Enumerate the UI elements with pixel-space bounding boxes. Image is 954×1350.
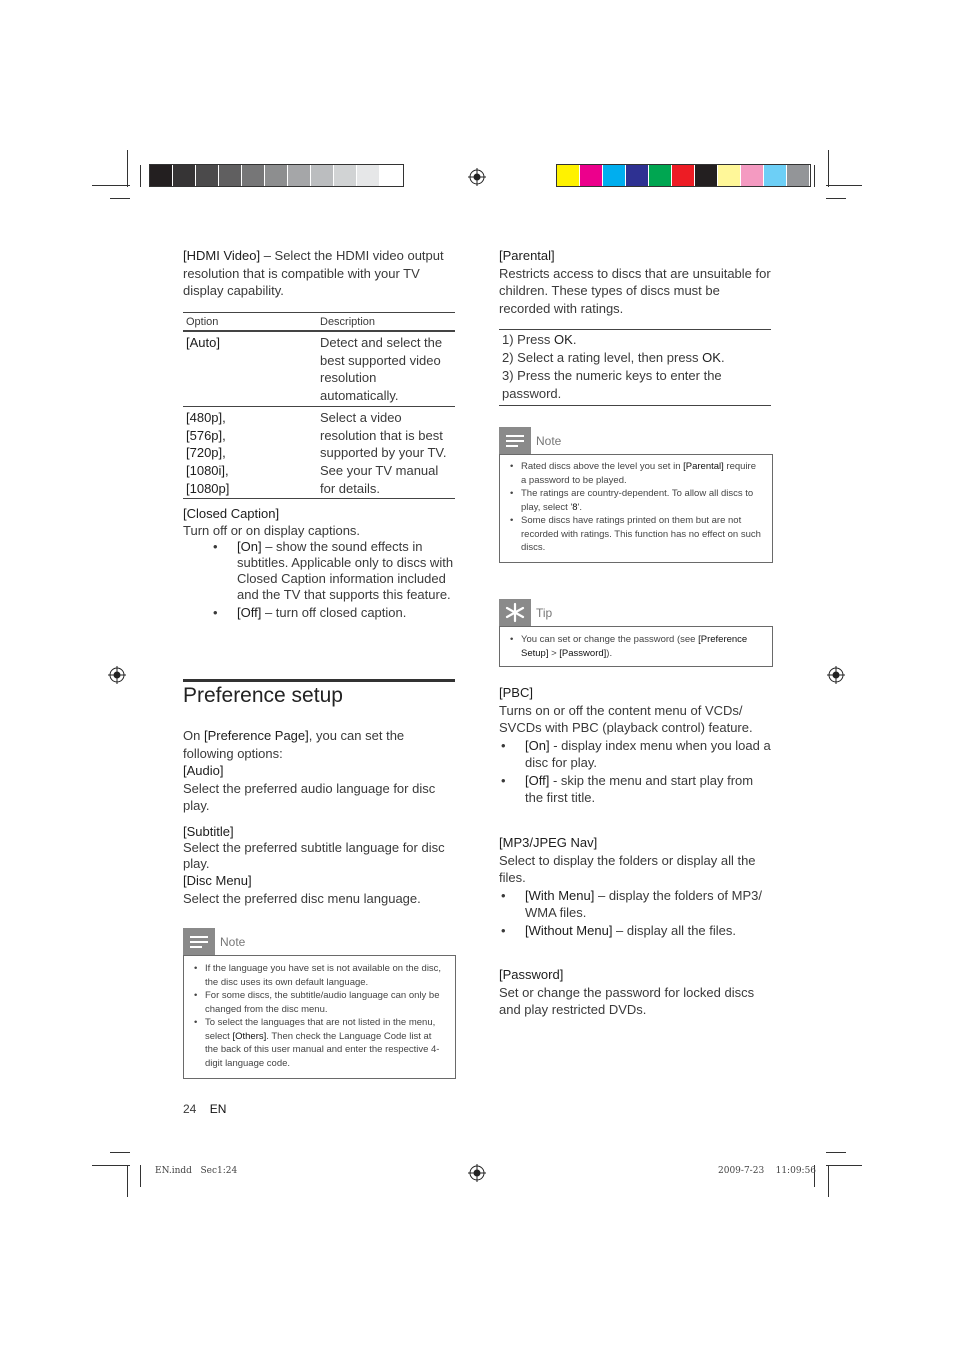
step-text: 1) Press [502,332,555,347]
note-icon [183,928,215,955]
list-item [499,887,771,922]
note-item [507,460,762,487]
step-item [502,367,771,403]
audio-title: [Audio] [183,763,224,778]
crop-mark [110,1152,130,1153]
table-cell-description: Detect and select the best supported video resolution automatically. [320,335,443,404]
color-swatch [580,165,603,186]
color-swatch [741,165,764,186]
language-code: EN [209,1102,227,1116]
option-text: - skip the menu and start play from the first title. [525,772,754,805]
print-timestamp: 2009-7-23 11:09:56 [718,1166,817,1176]
tip-icon [499,599,531,626]
note-text: The ratings are country-dependent. To allow all discs to play, select ' [521,488,754,513]
note-key: [Parental] [683,461,724,472]
section-rule [183,679,455,682]
option-text: - display index menu when you load a disc for play. [525,737,771,770]
color-swatch [196,165,219,186]
tip-text: You can set or change the password (see [521,634,699,645]
option-key: [Off] [237,605,262,620]
color-swatch [672,165,695,186]
mp3-text: Select to display the folders or display all the files. [499,852,756,885]
step-text: 3) Press the numeric keys to enter the password. [502,368,722,401]
crop-mark [826,198,846,199]
note-item [191,1016,445,1070]
color-swatch [649,165,672,186]
color-swatch [288,165,311,186]
option-key: [Off] [525,772,550,788]
pbc-text: Turns on or off the content menu of VCDs/ SVCDs with PBC (playback control) feature. [499,702,753,735]
step-text: . [720,350,725,365]
intro-text: On [183,728,204,743]
note-icon [499,427,531,454]
note-item [507,487,762,514]
file-slug: EN.indd Sec1:24 [155,1166,238,1176]
page-number: 24 [183,1102,197,1116]
color-swatch [764,165,787,186]
table-header-option: Option [186,316,219,328]
note-label: Note [536,433,562,448]
color-swatch [219,165,242,186]
option-text: – display the folders of MP3/ WMA files. [525,887,763,920]
note-box [499,454,773,563]
note-text: To select the languages that are not listed in the menu, select [205,1017,436,1042]
crop-mark [110,198,130,199]
crop-mark [828,1165,829,1197]
note-box [183,955,456,1079]
hdmi-video-text: – Select the HDMI video output resolution that is compatible with your TV display capability. [183,248,444,298]
table-cell-option: [480p], [576p], [720p], [1080i], [1080p] [186,409,230,496]
crop-mark [140,165,141,187]
gray-calibration-bar [149,164,404,187]
left-column [183,247,458,300]
crop-mark [140,1165,141,1187]
crop-mark [92,185,130,186]
password-text: Set or change the password for locked discs and play restricted DVDs. [499,984,755,1017]
note-header [499,427,561,454]
list-item [499,772,771,807]
registration-mark-icon [827,666,845,684]
closed-caption-section [183,506,458,621]
table-row [183,332,455,406]
intro-text: , you can set the following options: [183,728,405,761]
color-swatch [557,165,580,186]
hdmi-option-table [183,312,455,499]
crop-mark [814,165,815,187]
note-text: '. [577,501,583,513]
crop-mark [127,1165,128,1197]
note-item: • If the language you have set is not available on the disc, the disc uses its own default language. [191,962,445,989]
step-item [502,331,771,349]
audio-text: Select the preferred audio language for disc play. [183,780,436,813]
color-swatch [357,165,380,186]
pbc-title: [PBC] [499,685,533,700]
list-item [499,737,771,772]
tip-item [507,633,762,660]
table-cell-description: Select a video resolution that is best supported by your TV. See your TV manual for details. [320,409,447,496]
color-swatch [695,165,718,186]
table-header-description: Description [320,316,376,328]
crop-mark [826,185,862,186]
note-text: require a password to be played. [521,461,757,486]
crop-mark [127,150,128,187]
crop-mark [828,150,829,187]
table-header [183,313,455,330]
list-item [499,922,771,940]
mp3-title: [MP3/JPEG Nav] [499,835,598,850]
page-footer [183,1102,226,1116]
option-key: [Without Menu] [525,922,613,938]
parental-section [499,247,772,317]
note-key: [Others] [232,1030,267,1042]
list-item [211,539,458,603]
closed-caption-text: Turn off or on display captions. [183,522,361,538]
subtitle-title: [Subtitle] [183,824,234,839]
note-label: Note [220,934,246,949]
note-text: . Then check the Language Code list at the back of this user manual and enter the respective 4-digit language code. [205,1030,440,1069]
parental-steps [499,329,771,406]
color-swatch [718,165,741,186]
registration-mark-icon [468,168,486,186]
option-key: [With Menu] [525,887,595,903]
step-item [502,349,771,367]
tip-box [499,626,773,667]
note-item: • Some discs have ratings printed on them but are not recorded with ratings. This function has no effect on such discs. [507,514,762,555]
tip-header [499,599,552,626]
subtitle-section [183,824,458,907]
note-header [183,928,245,955]
option-text: – display all the files. [612,922,737,938]
option-text: – show the sound effects in subtitles. Applicable only to discs with Closed Caption information included and the TV that supports this feature. [237,539,454,602]
tip-label: Tip [536,605,553,620]
color-swatch [334,165,357,186]
crop-mark [92,1165,130,1166]
mp3-section [499,834,771,939]
note-item: • For some discs, the subtitle/audio language can only be changed from the disc menu. [191,989,445,1016]
color-swatch [265,165,288,186]
registration-mark-icon [468,1164,486,1182]
list-item [211,605,458,621]
option-text: – turn off closed caption. [261,605,407,620]
step-text: 2) Select a rating level, then press [502,350,703,365]
color-swatch [242,165,265,186]
step-key: OK [554,332,573,347]
tip-text: > [548,647,560,659]
step-key: OK [702,350,721,365]
note-key: 8 [572,501,578,513]
color-swatch [173,165,196,186]
tip-key: [Preference Setup] [521,634,748,659]
color-swatch [311,165,334,186]
tip-text: ). [606,647,613,659]
color-swatch [380,165,403,186]
password-section [499,966,759,1019]
disc-menu-title: [Disc Menu] [183,872,252,888]
color-swatch [603,165,626,186]
closed-caption-title: [Closed Caption] [183,506,280,521]
option-key: [On] [525,737,550,753]
subtitle-text: Select the preferred subtitle language for disc play. [183,840,445,872]
disc-menu-text: Select the preferred disc menu language. [183,890,421,906]
parental-title: [Parental] [499,248,555,263]
section-title: Preference setup [183,684,343,707]
color-calibration-bar [556,164,811,187]
table-cell-option: [Auto] [186,335,220,350]
password-title: [Password] [499,967,564,982]
registration-mark-icon [108,666,126,684]
crop-mark [826,1165,862,1166]
hdmi-video-paragraph [183,247,458,300]
parental-text: Restricts access to discs that are unsuitable for children. These types of discs must be recorded with ratings. [499,265,771,316]
pbc-section [499,684,771,807]
color-swatch [150,165,173,186]
option-key: [On] [237,539,262,554]
intro-paragraph [183,727,458,762]
color-swatch [626,165,649,186]
table-row [183,407,455,499]
intro-key: [Preference Page] [203,728,309,743]
preference-intro [183,727,458,815]
hdmi-video-key: [HDMI Video] [183,248,261,263]
tip-key: [Password] [559,647,607,659]
crop-mark [826,1152,846,1153]
color-swatch [787,165,810,186]
step-text: . [572,332,577,347]
note-text: Rated discs above the level you set in [521,461,684,472]
